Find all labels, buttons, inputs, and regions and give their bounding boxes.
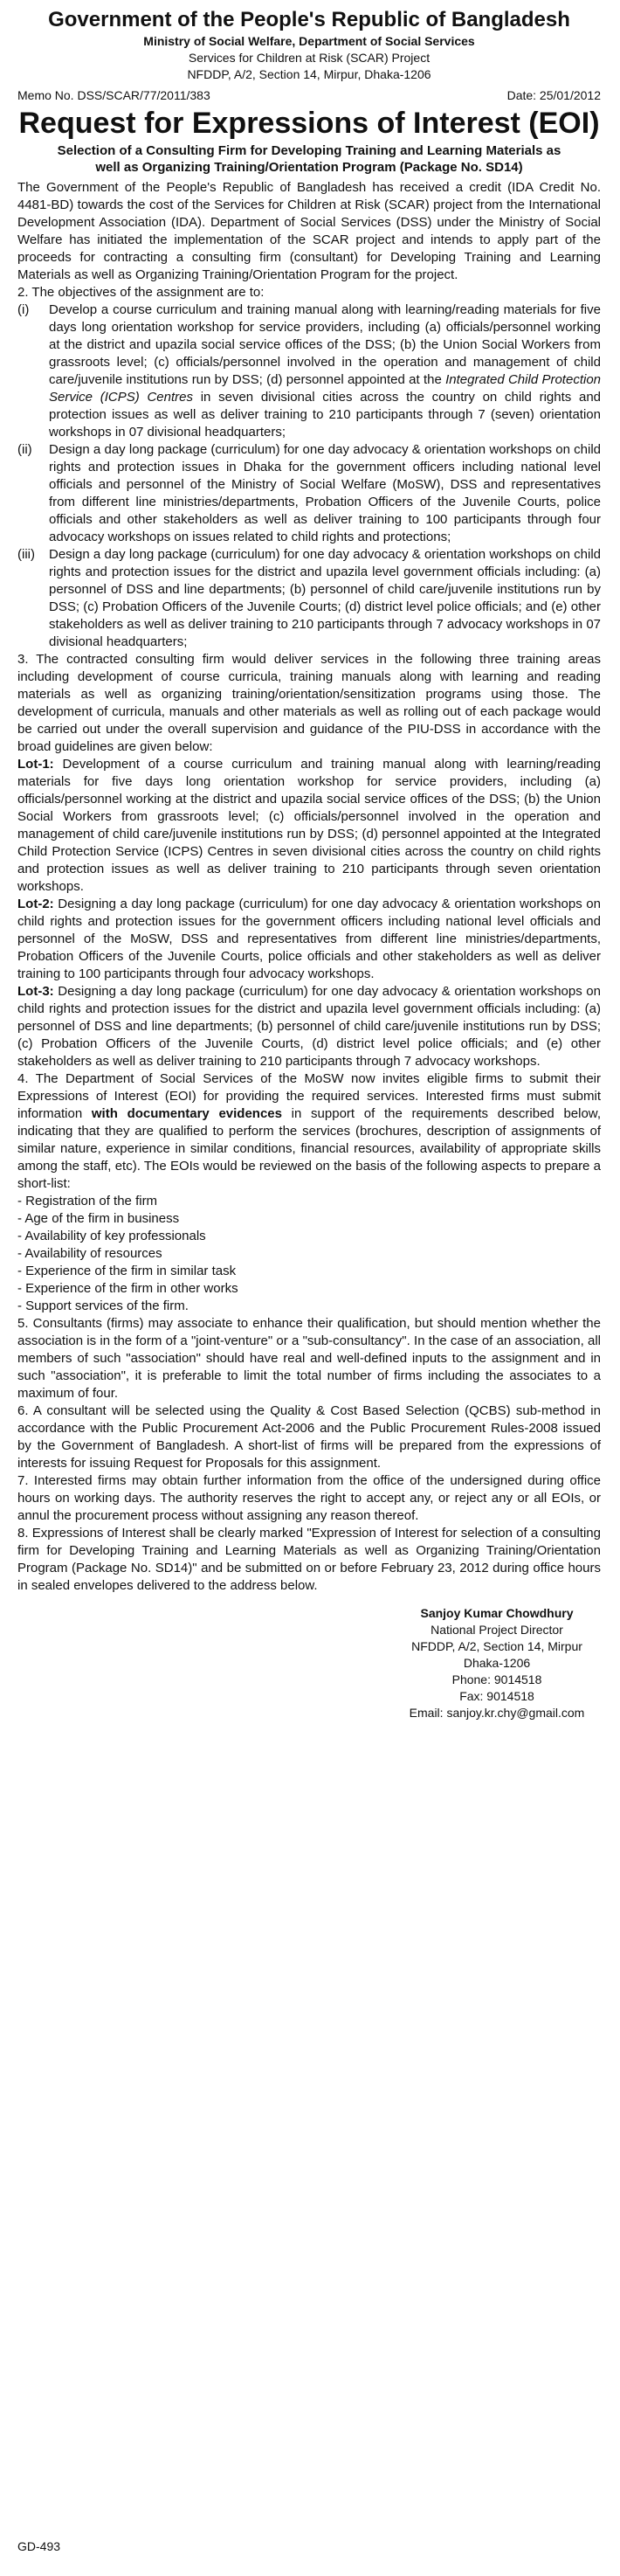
- criteria-item: - Experience of the firm in other works: [17, 1281, 238, 1296]
- objectives-list: [17, 301, 601, 651]
- criteria-item: - Experience of the firm in similar task: [17, 1264, 237, 1278]
- paragraph-7: 7. Interested firms may obtain further information from the office of the undersigned during office hours on working days. The authority reserves the right to accept any, or reject any or all EOIs, or annul the procurement process without assigning any reason thereof.: [17, 1473, 601, 1523]
- signatory-phone: Phone: 9014518: [451, 1672, 542, 1686]
- criteria-item: - Registration of the firm: [17, 1194, 158, 1208]
- criteria-item: - Support services of the firm.: [17, 1298, 189, 1313]
- objective-text-italic: Integrated Child Protection Service (ICPS) Centres: [49, 372, 602, 405]
- criteria-item: - Availability of resources: [17, 1246, 162, 1261]
- objective-text: Design a day long package (curriculum) for one day advocacy & orientation workshops on child rights and protection issues for the district and upazila level government officials including: (a) personnel of DSS and line departments; (b) personnel of child care/juvenile institutions run by DSS; (c) Probation Officers of the Juvenile Courts; (d) district level police officials; and (e) other stakeholders as well as deliver training to 210 participants through 7 advocacy workshops in 07 divisional headquarters;: [49, 547, 601, 649]
- government-title: Government of the People's Republic of Bangladesh: [48, 8, 570, 31]
- paragraph-3: 3. The contracted consulting firm would deliver services in the following three training areas including development of course curricula, training manuals along with learning and reading materials as well as organizing training/orientation/sensitization programs using those. The development of curricula, manuals and other materials as well as rolling out of each package would be carried out under the overall supervision and guidance of the PIU-DSS in accordance with the broad guidelines are given below:: [17, 652, 601, 754]
- objectives-intro: 2. The objectives of the assignment are to:: [17, 285, 265, 300]
- ministry-line: Ministry of Social Welfare, Department of Social Services: [143, 34, 475, 48]
- objective-number: (i): [17, 302, 30, 317]
- lot-2: [17, 896, 601, 983]
- objective-number: (ii): [17, 442, 32, 457]
- office-address: NFDDP, A/2, Section 14, Mirpur, Dhaka-1206: [187, 67, 431, 81]
- criteria-item: - Availability of key professionals: [17, 1229, 206, 1243]
- lot-text: Development of a course curriculum and training manual along with learning/reading materials for five days long orientation workshop for service providers, including (a) officials/personnel working at the district and upazila social service offices of the DSS; (b) the Union Social Workers from grassroots level; (c) officials/personnel involved in the operation and management of child care/juvenile institutions run by DSS; (d) personnel appointed at the Integrated Child Protection Service (ICPS) Centres in seven divisional cities across the country on child rights and protection issues as well as deliver training to 210 participants through seven orientation workshops.: [17, 757, 601, 894]
- objective-item: [17, 441, 601, 546]
- lot-label: Lot-3:: [17, 984, 54, 999]
- signature-block: [393, 1605, 601, 1721]
- objective-item: [17, 546, 601, 651]
- paragraph-1: The Government of the People's Republic of Bangladesh has received a credit (IDA Credit No. 4481-BD) towards the cost of the Services for Children at Risk (SCAR) project from the International Development Association (IDA). Department of Social Services (DSS) under the Ministry of Social Welfare has initiated the implementation of the SCAR project and intends to apply part of the proceeds for contracting a consulting firm (consultant) for Developing Training and Learning Materials as well as Organizing Training/Orientation Program for the project.: [17, 180, 601, 282]
- page-subtitle: Selection of a Consulting Firm for Developing Training and Learning Materials as well as Organizing Training/Orientation Program (Package No. SD14): [57, 143, 561, 175]
- lot-label: Lot-1:: [17, 757, 54, 772]
- signatory-email: Email: sanjoy.kr.chy@gmail.com: [409, 1706, 585, 1720]
- signatory-fax: Fax: 9014518: [459, 1689, 534, 1703]
- signatory-designation: National Project Director: [431, 1623, 563, 1637]
- memo-row: [17, 87, 601, 104]
- paragraph-5: 5. Consultants (firms) may associate to enhance their qualification, but should mention whether the association is in the form of a "joint-venture" or a "sub-consultancy". In the case of an association, all members of such "association" should have real and well-defined inputs to the assignment and in such "association", it is preferable to limit the total number of firms including the associates to a maximum of four.: [17, 1316, 601, 1401]
- page-title: Request for Expressions of Interest (EOI): [18, 107, 600, 140]
- objective-item: [17, 301, 601, 441]
- objective-text-part: in seven divisional cities across the country on child rights and protection issues as well as deliver training to 210 participants through 7 (seven) orientation workshops in 07 divisional headquarters;: [49, 390, 602, 440]
- paragraph-4: [17, 1070, 601, 1193]
- footer-code: GD-493: [17, 2539, 61, 2553]
- memo-date: Date: 25/01/2012: [506, 88, 601, 102]
- shortlist-criteria: [17, 1193, 601, 1315]
- objective-text: Design a day long package (curriculum) for one day advocacy & orientation workshops on child rights and protection issues in Dhaka for the government officers including national level officials and personnel of the Ministry of Social Welfare (MoSW), DSS and representatives from different line ministries/departments, Probation Officers of the Juvenile Courts, police officials and other stakeholders as well as deliver training to 100 participants through four advocacy workshops on issues related to child rights and protections;: [49, 442, 601, 544]
- paragraph-4-bold: with documentary evidences: [91, 1106, 282, 1121]
- objective-number: (iii): [17, 547, 35, 562]
- signatory-address-line: Dhaka-1206: [463, 1656, 531, 1670]
- paragraph-8: 8. Expressions of Interest shall be clearly marked "Expression of Interest for selection of a consulting firm for Developing Training and Learning Materials as well as Organizing Training/Orientation Program (Package No. SD14)" and be submitted on or before February 23, 2012 during office hours in sealed envelopes delivered to the address below.: [17, 1526, 601, 1593]
- lot-text: Designing a day long package (curriculum) for one day advocacy & orientation workshops on child rights and protection issues for the district and upazila level government officials including: (a) personnel of DSS and line departments; (b) personnel of child care/juvenile institutions run by DSS; (c) Probation Officers of the Juvenile Courts, (d) district level police officials; and (e) other stakeholders as well as deliver training to 210 participants through 7 advocacy workshops.: [17, 984, 601, 1069]
- lot-text: Designing a day long package (curriculum) for one day advocacy & orientation workshops on child rights and protection issues for the government officers including national level officials and personnel of the MoSW, DSS and representatives from different line ministries/departments, Probation Officers of the Juvenile Courts, police officials and other stakeholders as well as deliver training to 100 participants through four advocacy workshops.: [17, 897, 601, 981]
- paragraph-4-part: 4. The Department of Social Services of the MoSW now invites eligible firms to submit their Expressions of Interest (EOI) for providing the required services. Interested firms must submit information: [17, 1071, 601, 1121]
- project-line: Services for Children at Risk (SCAR) Project: [188, 51, 431, 65]
- paragraph-4-part: in support of the requirements described below, indicating that they are qualified to perform the services (brochures, description of assignments of similar nature, experience in similar conditions, financial resources, availability of appropriate skills among the staff, etc). The EOIs would be reviewed on the basis of the following aspects to prepare a short-list:: [17, 1106, 601, 1191]
- signatory-address-line: NFDDP, A/2, Section 14, Mirpur: [411, 1639, 582, 1653]
- signatory-name: Sanjoy Kumar Chowdhury: [420, 1606, 574, 1620]
- paragraph-6: 6. A consultant will be selected using the Quality & Cost Based Selection (QCBS) sub-method in accordance with the Public Procurement Act-2006 and the Public Procurement Rules-2008 issued by the Government of Bangladesh. A short-list of firms will be prepared from the expressions of interests for issuing Request for Proposals for this assignment.: [17, 1403, 601, 1471]
- objective-text: [49, 301, 601, 441]
- lot-1: [17, 756, 601, 896]
- criteria-item: - Age of the firm in business: [17, 1211, 180, 1226]
- lot-label: Lot-2:: [17, 897, 54, 911]
- lot-3: [17, 983, 601, 1070]
- memo-number: Memo No. DSS/SCAR/77/2011/383: [17, 88, 210, 102]
- objective-text-part: Develop a course curriculum and training manual along with learning/reading materials for five days long orientation workshop for service providers, including (a) officials/personnel working at the district and upazila social service offices of the DSS; (b) the Union Social Workers from grassroots level; (c) officials/personnel involved in the operation and management of child care/juvenile institutions run by DSS; (d) personnel appointed at the: [49, 302, 601, 387]
